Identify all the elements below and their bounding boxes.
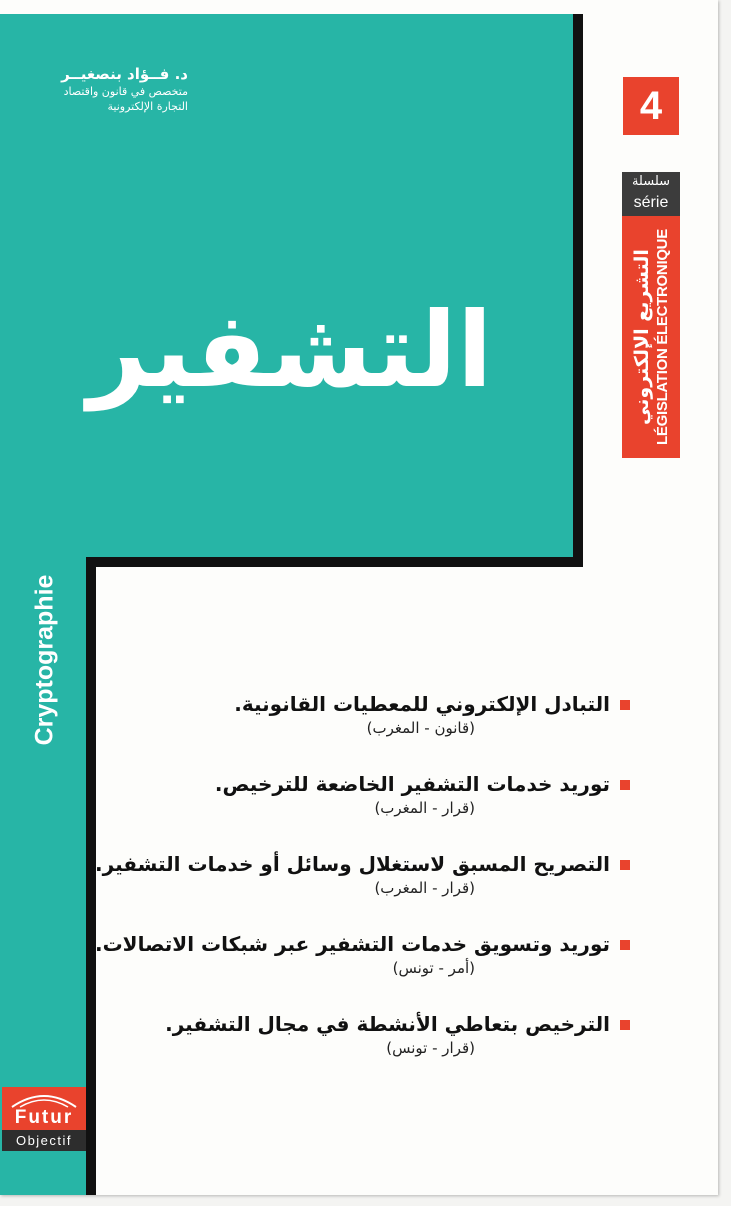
list-item-title: التبادل الإلكتروني للمعطيات القانونية. <box>234 692 610 716</box>
series-name-box <box>622 216 680 458</box>
author-name: د. فــؤاد بنصغيــر <box>61 65 188 83</box>
author-block <box>36 64 188 114</box>
square-bullet-icon <box>620 1020 630 1030</box>
shadow-edge-right <box>573 14 583 567</box>
square-bullet-icon <box>620 700 630 710</box>
author-description-line2: التجارة الإلكترونية <box>107 100 188 113</box>
book-title-french-wrapper <box>10 560 80 760</box>
list-item-title: التصريح المسبق لاستغلال وسائل أو خدمات التشفير. <box>95 852 610 876</box>
publisher-name: Futur <box>14 1107 74 1128</box>
series-label-box <box>622 172 680 216</box>
square-bullet-icon <box>620 940 630 950</box>
list-item-note: (قرار - تونس) <box>386 1039 475 1057</box>
contents-list <box>94 690 630 1090</box>
list-item-note: (قرار - المغرب) <box>374 879 475 897</box>
list-item <box>95 850 630 930</box>
list-item <box>94 930 630 1010</box>
square-bullet-icon <box>620 860 630 870</box>
series-label-french: série <box>633 194 669 211</box>
list-item-title: الترخيص بتعاطي الأنشطة في مجال التشفير. <box>165 1012 610 1036</box>
list-item <box>150 690 630 770</box>
square-bullet-icon <box>620 780 630 790</box>
series-name-arabic: التشريع الإلكتروني <box>631 249 653 425</box>
series-name-rotated <box>630 217 672 457</box>
book-title-arabic: التشفير <box>87 289 493 411</box>
list-item-note: (قرار - المغرب) <box>374 799 475 817</box>
list-item-title: توريد وتسويق خدمات التشفير عبر شبكات الاتصالات. <box>94 932 610 956</box>
list-item-title: توريد خدمات التشفير الخاضعة للترخيص. <box>214 772 610 796</box>
series-label-arabic: سلسلة <box>631 174 671 189</box>
publisher-subname: Objectif <box>2 1130 86 1151</box>
list-item-note: (قانون - المغرب) <box>366 719 475 737</box>
series-number-badge: 4 <box>623 77 679 135</box>
list-item <box>150 1010 630 1090</box>
list-item-note: (أمر - تونس) <box>392 959 475 977</box>
book-title-french: Cryptographie <box>30 574 59 746</box>
list-item <box>150 770 630 850</box>
series-band <box>622 172 680 458</box>
author-description-line1: متخصص في قانون واقتصاد <box>63 85 188 98</box>
publisher-logo <box>2 1087 86 1151</box>
shadow-edge-bottom <box>86 557 583 567</box>
series-name-french: LÉGISLATION ÉLECTRONIQUE <box>654 229 671 445</box>
